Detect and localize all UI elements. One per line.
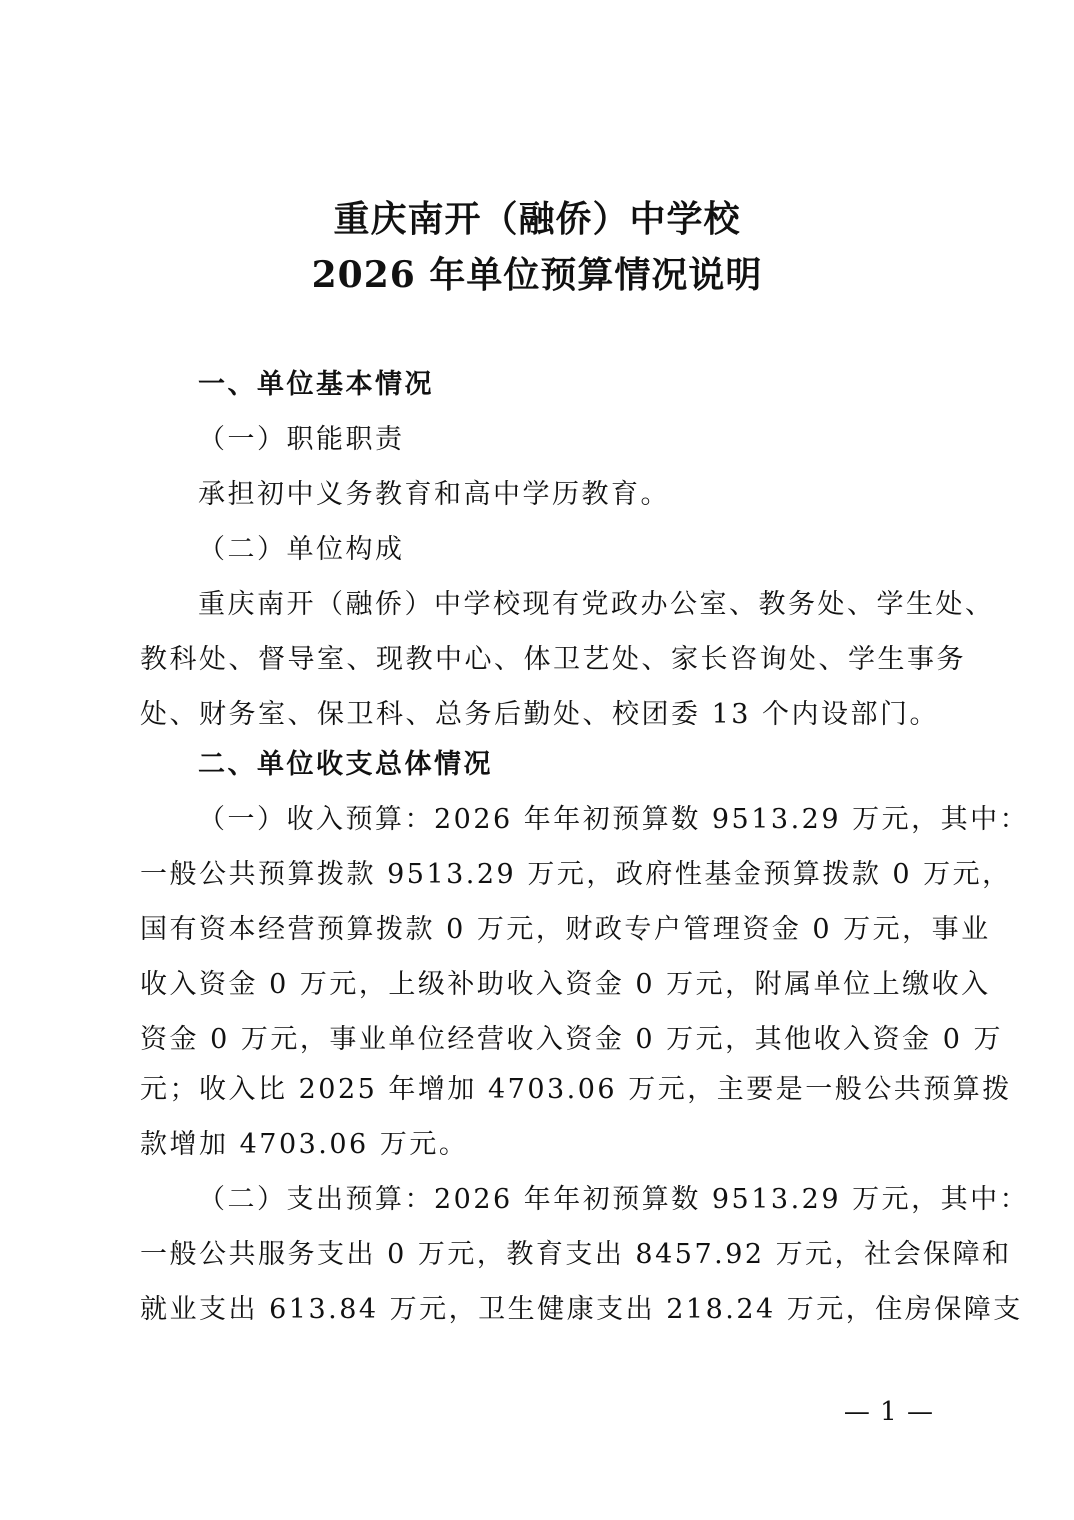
section2-heading: 二、单位收支总体情况 bbox=[198, 749, 493, 780]
document-title-line1: 重庆南开（融侨）中学校 bbox=[333, 198, 741, 240]
section1-heading: 一、单位基本情况 bbox=[198, 369, 434, 400]
section1-sub2-line: 教科处、督导室、现教中心、体卫艺处、家长咨询处、学生事务 bbox=[140, 644, 966, 675]
section1-sub2-heading: （二）单位构成 bbox=[198, 534, 405, 565]
document-title-line2: 2026 年单位预算情况说明 bbox=[311, 254, 763, 296]
section1-sub1-heading: （一）职能职责 bbox=[198, 424, 405, 455]
income-line: 款增加 4703.06 万元。 bbox=[140, 1129, 469, 1160]
income-line: 国有资本经营预算拨款 0 万元，财政专户管理资金 0 万元，事业 bbox=[140, 914, 991, 945]
income-line: 一般公共预算拨款 9513.29 万元，政府性基金预算拨款 0 万元， bbox=[140, 859, 1012, 890]
income-line: 资金 0 万元，事业单位经营收入资金 0 万元，其他收入资金 0 万 bbox=[140, 1024, 1004, 1055]
income-line: 元；收入比 2025 年增加 4703.06 万元，主要是一般公共预算拨 bbox=[140, 1074, 1012, 1105]
expense-line: 就业支出 613.84 万元，卫生健康支出 218.24 万元，住房保障支 bbox=[140, 1294, 1023, 1325]
section1-sub2-line: 处、财务室、保卫科、总务后勤处、校团委 13 个内设部门。 bbox=[140, 699, 940, 730]
expense-line: 一般公共服务支出 0 万元，教育支出 8457.92 万元，社会保障和 bbox=[140, 1239, 1012, 1270]
expense-line: （二）支出预算：2026 年年初预算数 9513.29 万元，其中： bbox=[198, 1184, 1030, 1215]
income-line: （一）收入预算：2026 年年初预算数 9513.29 万元，其中： bbox=[198, 804, 1030, 835]
section1-sub2-line: 重庆南开（融侨）中学校现有党政办公室、教务处、学生处、 bbox=[198, 589, 995, 620]
section1-sub1-text: 承担初中义务教育和高中学历教育。 bbox=[198, 479, 670, 510]
income-line: 收入资金 0 万元，上级补助收入资金 0 万元，附属单位上缴收入 bbox=[140, 969, 991, 1000]
page-number: — 1 — bbox=[843, 1397, 934, 1427]
